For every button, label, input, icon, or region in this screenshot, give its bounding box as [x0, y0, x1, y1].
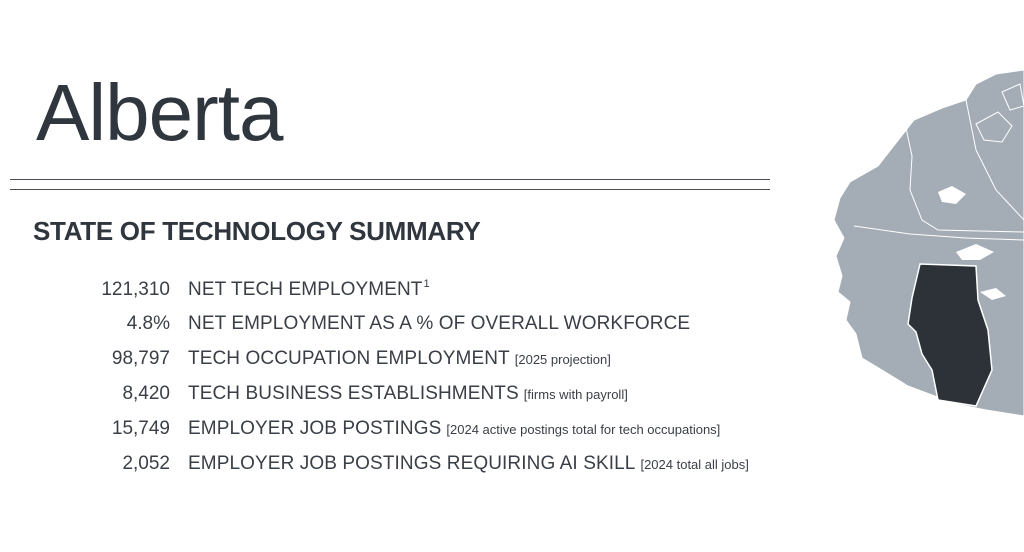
- stat-value: 121,310: [101, 279, 170, 300]
- stat-note: [2024 total all jobs]: [640, 457, 749, 472]
- stats-list: [60, 278, 820, 488]
- stat-value: 15,749: [111, 418, 170, 439]
- page-title: Alberta: [36, 68, 283, 157]
- divider-bottom: [10, 189, 770, 190]
- divider-top: [10, 179, 770, 180]
- stat-row-net-tech-employment: [60, 278, 820, 313]
- stat-note: [2024 active postings total for tech occupations]: [446, 422, 721, 437]
- stat-label: EMPLOYER JOB POSTINGS: [188, 418, 442, 439]
- stat-row-employer-job-postings: [60, 418, 820, 453]
- stat-label: EMPLOYER JOB POSTINGS REQUIRING AI SKILL: [188, 453, 636, 474]
- stat-value: 98,797: [111, 348, 170, 369]
- stat-label: NET EMPLOYMENT AS A % OF OVERALL WORKFORCE: [188, 313, 691, 334]
- stat-row-tech-business-establishments: [60, 383, 820, 418]
- stat-label: TECH BUSINESS ESTABLISHMENTS: [188, 383, 519, 404]
- stat-value: 4.8%: [126, 313, 170, 334]
- stat-row-tech-occupation-employment: [60, 348, 820, 383]
- stat-note: [firms with payroll]: [523, 387, 628, 402]
- stat-label: TECH OCCUPATION EMPLOYMENT: [188, 348, 510, 369]
- section-heading: STATE OF TECHNOLOGY SUMMARY: [33, 216, 481, 246]
- footnote-marker: 1: [423, 278, 430, 290]
- stat-value: 8,420: [122, 383, 170, 404]
- stat-value: 2,052: [122, 453, 170, 474]
- stat-note: [2025 projection]: [514, 352, 611, 367]
- stat-row-ai-skill-postings: [60, 453, 820, 488]
- canada-map-icon: [826, 70, 1024, 420]
- stat-label: NET TECH EMPLOYMENT$^1$: [188, 278, 430, 300]
- stat-row-net-employment-percent: [60, 313, 820, 348]
